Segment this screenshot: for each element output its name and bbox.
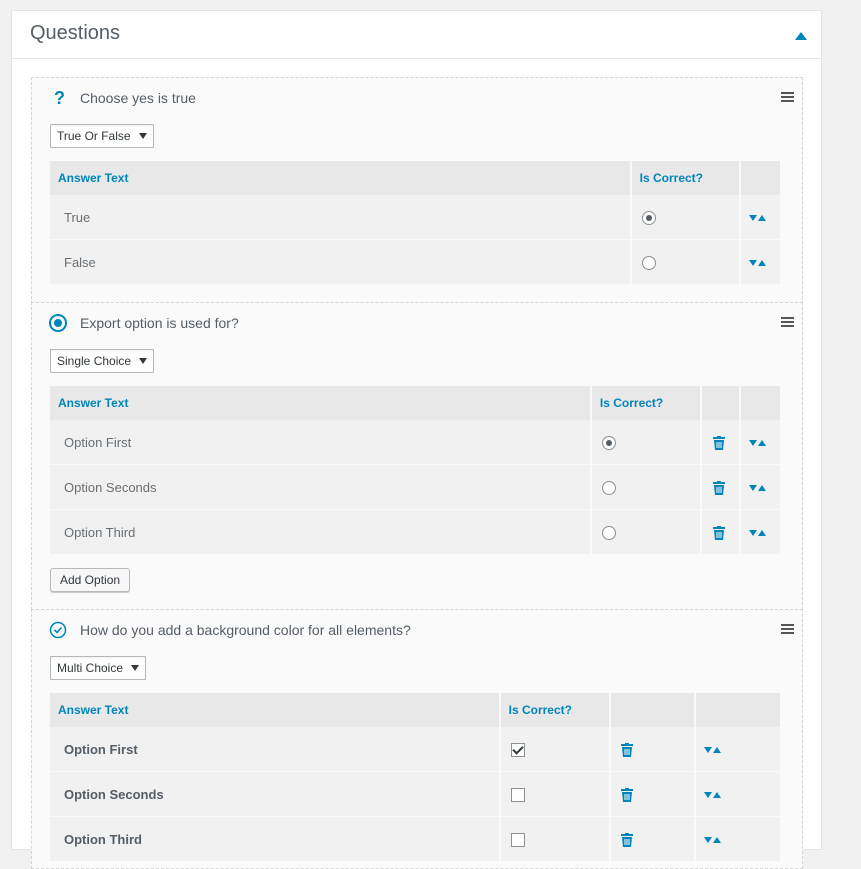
action-cell: [696, 772, 780, 817]
sort-icon[interactable]: [704, 746, 721, 754]
question-type-select[interactable]: [50, 656, 146, 680]
correct-cell: [501, 772, 609, 817]
question-header: [32, 78, 802, 118]
answer-row: [50, 240, 780, 285]
delete-cell: [611, 727, 693, 772]
correct-cell: [501, 817, 609, 862]
correct-radio[interactable]: [602, 436, 616, 450]
correct-cell: [592, 420, 700, 465]
answer-text[interactable]: True: [50, 195, 630, 240]
column-header-actions: [741, 161, 780, 195]
sort-icon[interactable]: [704, 836, 721, 844]
correct-radio[interactable]: [642, 256, 656, 270]
trash-icon[interactable]: [713, 526, 725, 540]
delete-cell: [611, 772, 693, 817]
column-header-correct: Is Correct?: [592, 386, 700, 420]
answer-text[interactable]: Option Seconds: [50, 772, 499, 817]
trash-icon[interactable]: [621, 743, 633, 757]
table-header-row: [50, 386, 780, 420]
sort-icon[interactable]: [749, 439, 766, 447]
delete-cell: [702, 420, 739, 465]
answer-text[interactable]: Option Third: [50, 817, 499, 862]
trash-icon[interactable]: [713, 436, 725, 450]
correct-checkbox[interactable]: [511, 788, 525, 802]
answer-row: [50, 817, 780, 862]
radio-circle-icon: [48, 313, 68, 333]
questions-panel: [11, 10, 822, 850]
answer-row: [50, 727, 780, 772]
collapse-toggle-icon[interactable]: [795, 32, 807, 40]
delete-cell: [702, 465, 739, 510]
question-title: How do you add a background color for all elements?: [80, 622, 411, 638]
correct-radio[interactable]: [602, 526, 616, 540]
column-header-actions: [741, 386, 780, 420]
correct-cell: [632, 195, 739, 240]
drag-menu-icon[interactable]: [781, 317, 794, 327]
column-header-delete: [702, 386, 739, 420]
drag-menu-icon[interactable]: [781, 624, 794, 634]
column-header-answer: Answer Text: [50, 161, 630, 195]
answer-row: [50, 772, 780, 817]
sort-icon[interactable]: [749, 529, 766, 537]
correct-cell: [592, 465, 700, 510]
chevron-down-icon: [139, 133, 147, 139]
question-title: Export option is used for?: [80, 315, 239, 331]
chevron-down-icon: [139, 358, 147, 364]
column-header-correct: Is Correct?: [632, 161, 739, 195]
delete-cell: [611, 817, 693, 862]
action-cell: [696, 817, 780, 862]
column-header-answer: Answer Text: [50, 386, 590, 420]
action-cell: [741, 240, 780, 285]
check-circle-icon: [48, 620, 68, 640]
add-option-button[interactable]: Add Option: [50, 568, 130, 592]
sort-icon[interactable]: [749, 484, 766, 492]
action-cell: [741, 465, 780, 510]
correct-radio[interactable]: [642, 211, 656, 225]
answer-row: [50, 195, 780, 240]
svg-text:?: ?: [54, 88, 65, 108]
question-item: [31, 77, 803, 304]
trash-icon[interactable]: [713, 481, 725, 495]
question-type-select[interactable]: [50, 349, 154, 373]
answers-table: [48, 161, 782, 285]
answers-table: [48, 386, 782, 555]
correct-cell: [592, 510, 700, 555]
column-header-actions: [696, 693, 780, 727]
answers-table: [48, 693, 782, 862]
column-header-delete: [611, 693, 693, 727]
panel-header[interactable]: [12, 11, 821, 59]
answer-row: [50, 465, 780, 510]
question-title: Choose yes is true: [80, 90, 196, 106]
chevron-down-icon: [131, 665, 139, 671]
answer-text[interactable]: Option First: [50, 420, 590, 465]
action-cell: [741, 510, 780, 555]
answer-row: [50, 510, 780, 555]
correct-cell: [632, 240, 739, 285]
delete-cell: [702, 510, 739, 555]
sort-icon[interactable]: [749, 214, 766, 222]
table-header-row: [50, 693, 780, 727]
column-header-correct: Is Correct?: [501, 693, 609, 727]
correct-radio[interactable]: [602, 481, 616, 495]
action-cell: [696, 727, 780, 772]
trash-icon[interactable]: [621, 788, 633, 802]
sort-icon[interactable]: [704, 791, 721, 799]
table-header-row: [50, 161, 780, 195]
question-type-select[interactable]: [50, 124, 154, 148]
question-type-value: Multi Choice: [57, 661, 124, 675]
answer-text[interactable]: False: [50, 240, 630, 285]
question-type-value: Single Choice: [57, 354, 132, 368]
answer-text[interactable]: Option Third: [50, 510, 590, 555]
question-type-value: True Or False: [57, 129, 131, 143]
action-cell: [741, 195, 780, 240]
question-mark-icon: [48, 88, 68, 108]
action-cell: [741, 420, 780, 465]
answer-text[interactable]: Option Seconds: [50, 465, 590, 510]
answer-row: [50, 420, 780, 465]
panel-title: Questions: [30, 22, 121, 44]
drag-menu-icon[interactable]: [781, 92, 794, 102]
question-header: [32, 610, 802, 650]
correct-cell: [501, 727, 609, 772]
correct-checkbox[interactable]: [511, 743, 525, 757]
column-header-answer: Answer Text: [50, 693, 499, 727]
question-item: [31, 302, 803, 610]
sort-icon[interactable]: [749, 259, 766, 267]
question-header: [32, 303, 802, 343]
answer-text[interactable]: Option First: [50, 727, 499, 772]
question-item: [31, 609, 803, 869]
